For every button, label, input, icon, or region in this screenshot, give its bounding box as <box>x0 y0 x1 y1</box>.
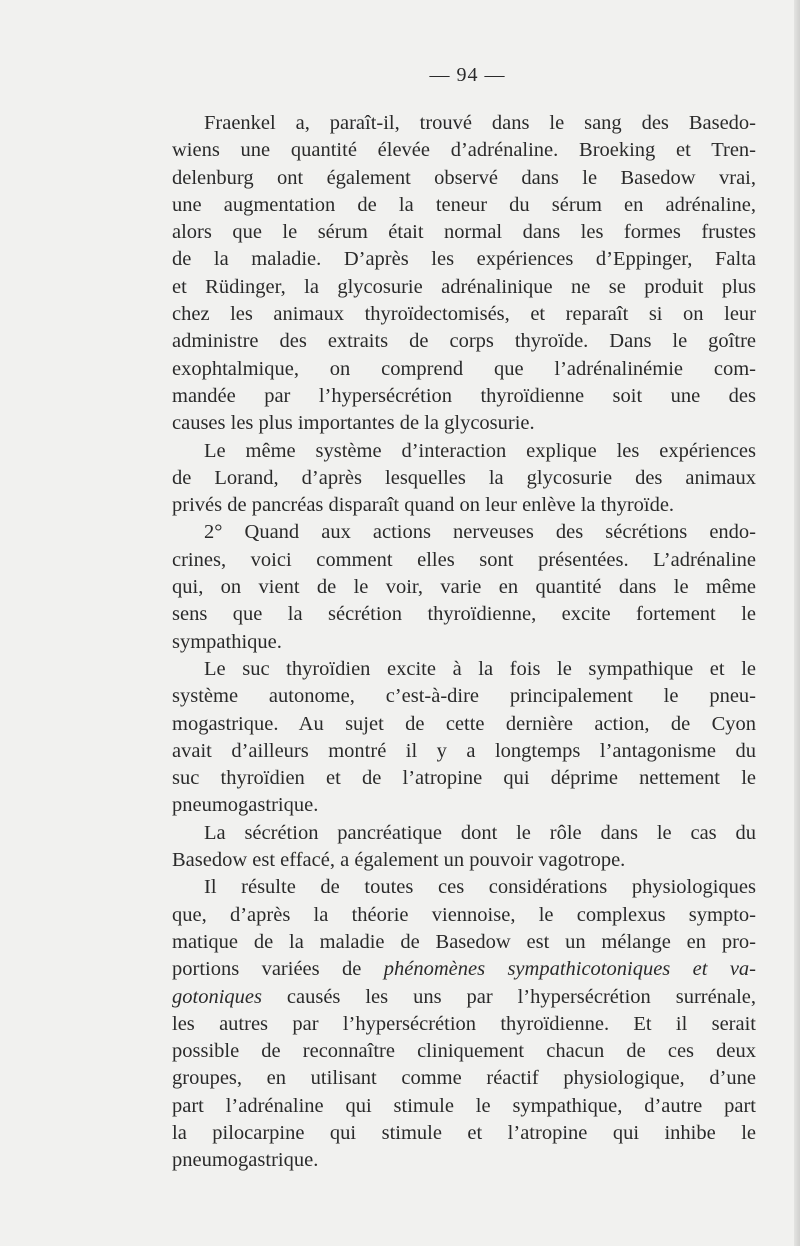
line-text: La sécrétion pancréatique dont le rôle dans le cas du <box>204 821 756 844</box>
text-line <box>172 629 756 656</box>
line-text: part l’adrénaline qui stimule le sympathique, d’autre part <box>172 1094 756 1117</box>
text-line <box>172 1011 756 1038</box>
line-text: chez les animaux thyroïdectomisés, et reparaît si on leur <box>172 303 756 326</box>
line-text: exophtalmique, on comprend que l’adrénalinémie com- <box>172 357 756 380</box>
line-text: suc thyroïdien et de l’atropine qui déprime nettement le <box>172 767 756 790</box>
text-line <box>172 274 756 301</box>
text-line <box>172 137 756 164</box>
line-text: pneumogastrique. <box>172 1149 319 1172</box>
text-line <box>172 383 756 410</box>
line-text: matique de la maladie de Basedow est un mélange en pro- <box>172 930 756 953</box>
text-line <box>172 874 756 901</box>
text-line <box>172 820 756 847</box>
text-line <box>172 301 756 328</box>
line-text: sympathique. <box>172 630 282 653</box>
text-line <box>172 192 756 219</box>
line-text: et Rüdinger, la glycosurie adrénalinique ne se produit plus <box>172 275 756 298</box>
text-line <box>172 601 756 628</box>
text-line <box>172 165 756 192</box>
line-text: qui, on vient de le voir, varie en quantité dans le même <box>172 576 756 599</box>
line-text: portions variées de <box>172 958 384 981</box>
line-text: sens que la sécrétion thyroïdienne, excite fortement le <box>172 603 756 626</box>
text-line <box>172 519 756 546</box>
text-line <box>172 438 756 465</box>
line-text: système autonome, c’est-à-dire principalement le pneu- <box>172 685 756 708</box>
line-text: de la maladie. D’après les expériences d’Eppinger, Falta <box>172 248 756 271</box>
body-text <box>172 110 756 1175</box>
line-text: les autres par l’hypersécrétion thyroïdienne. Et il serait <box>172 1012 756 1035</box>
line-text: groupes, en utilisant comme réactif physiologique, d’une <box>172 1067 756 1090</box>
line-text: pneumogastrique. <box>172 794 319 817</box>
line-text: une augmentation de la teneur du sérum en adrénaline, <box>172 193 756 216</box>
text-line <box>172 492 756 519</box>
line-text: Le même système d’interaction explique les expériences <box>204 439 756 462</box>
text-line <box>172 711 756 738</box>
text-line <box>172 656 756 683</box>
text-line <box>172 547 756 574</box>
line-text: crines, voici comment elles sont présentées. L’adrénaline <box>172 548 756 571</box>
line-text: la pilocarpine qui stimule et l’atropine qui inhibe le <box>172 1121 756 1144</box>
text-line <box>172 738 756 765</box>
line-text: administre des extraits de corps thyroïde. Dans le goître <box>172 330 756 353</box>
text-line <box>172 574 756 601</box>
text-line <box>172 410 756 437</box>
line-text: Il résulte de toutes ces considérations physiologiques <box>204 876 756 899</box>
text-line <box>172 1093 756 1120</box>
text-line <box>172 929 756 956</box>
line-text: delenburg ont également observé dans le Basedow vrai, <box>172 166 756 189</box>
line-text: Fraenkel a, paraît-il, trouvé dans le sang des Basedo- <box>204 112 756 134</box>
line-text: causés les uns par l’hypersécrétion surrénale, <box>261 985 756 1008</box>
line-text: possible de reconnaître cliniquement chacun de ces deux <box>172 1040 756 1063</box>
text-line <box>172 902 756 929</box>
line-text: de Lorand, d’après lesquelles la glycosurie des animaux <box>172 466 756 489</box>
text-line <box>172 683 756 710</box>
text-line <box>172 246 756 273</box>
text-line <box>172 1065 756 1092</box>
line-text: 2° Quand aux actions nerveuses des sécrétions endo- <box>204 521 756 544</box>
line-text: Basedow est effacé, a également un pouvoir vagotrope. <box>172 849 626 872</box>
line-text: mogastrique. Au sujet de cette dernière action, de Cyon <box>172 712 756 735</box>
text-line <box>172 219 756 246</box>
text-line <box>172 792 756 819</box>
line-text: causes les plus importantes de la glycosurie. <box>172 412 535 435</box>
text-line <box>172 956 756 983</box>
text-line <box>172 356 756 383</box>
line-text: mandée par l’hypersécrétion thyroïdienne soit une des <box>172 384 756 407</box>
italic-text: phénomènes sympathicotoniques et va- <box>383 958 756 981</box>
text-line <box>172 110 756 137</box>
page-number: — 94 — <box>429 64 506 86</box>
line-text: avait d’ailleurs montré il y a longtemps l’antagonisme du <box>172 739 756 762</box>
text-line <box>172 847 756 874</box>
text-line <box>172 1120 756 1147</box>
text-line <box>172 465 756 492</box>
text-line <box>172 1038 756 1065</box>
line-text: privés de pancréas disparaît quand on leur enlève la thyroïde. <box>172 494 675 517</box>
line-text: Le suc thyroïdien excite à la fois le sympathique et le <box>204 657 756 680</box>
text-line <box>172 765 756 792</box>
line-text: que, d’après la théorie viennoise, le complexus sympto- <box>172 903 756 926</box>
italic-text: gotoniques <box>172 985 262 1008</box>
line-text: wiens une quantité élevée d’adrénaline. Broeking et Tren- <box>172 139 756 162</box>
line-text: alors que le sérum était normal dans les formes frustes <box>172 221 756 244</box>
page-edge-shadow <box>794 0 800 1246</box>
text-line <box>172 328 756 355</box>
text-line <box>172 984 756 1011</box>
text-line <box>172 1147 756 1174</box>
